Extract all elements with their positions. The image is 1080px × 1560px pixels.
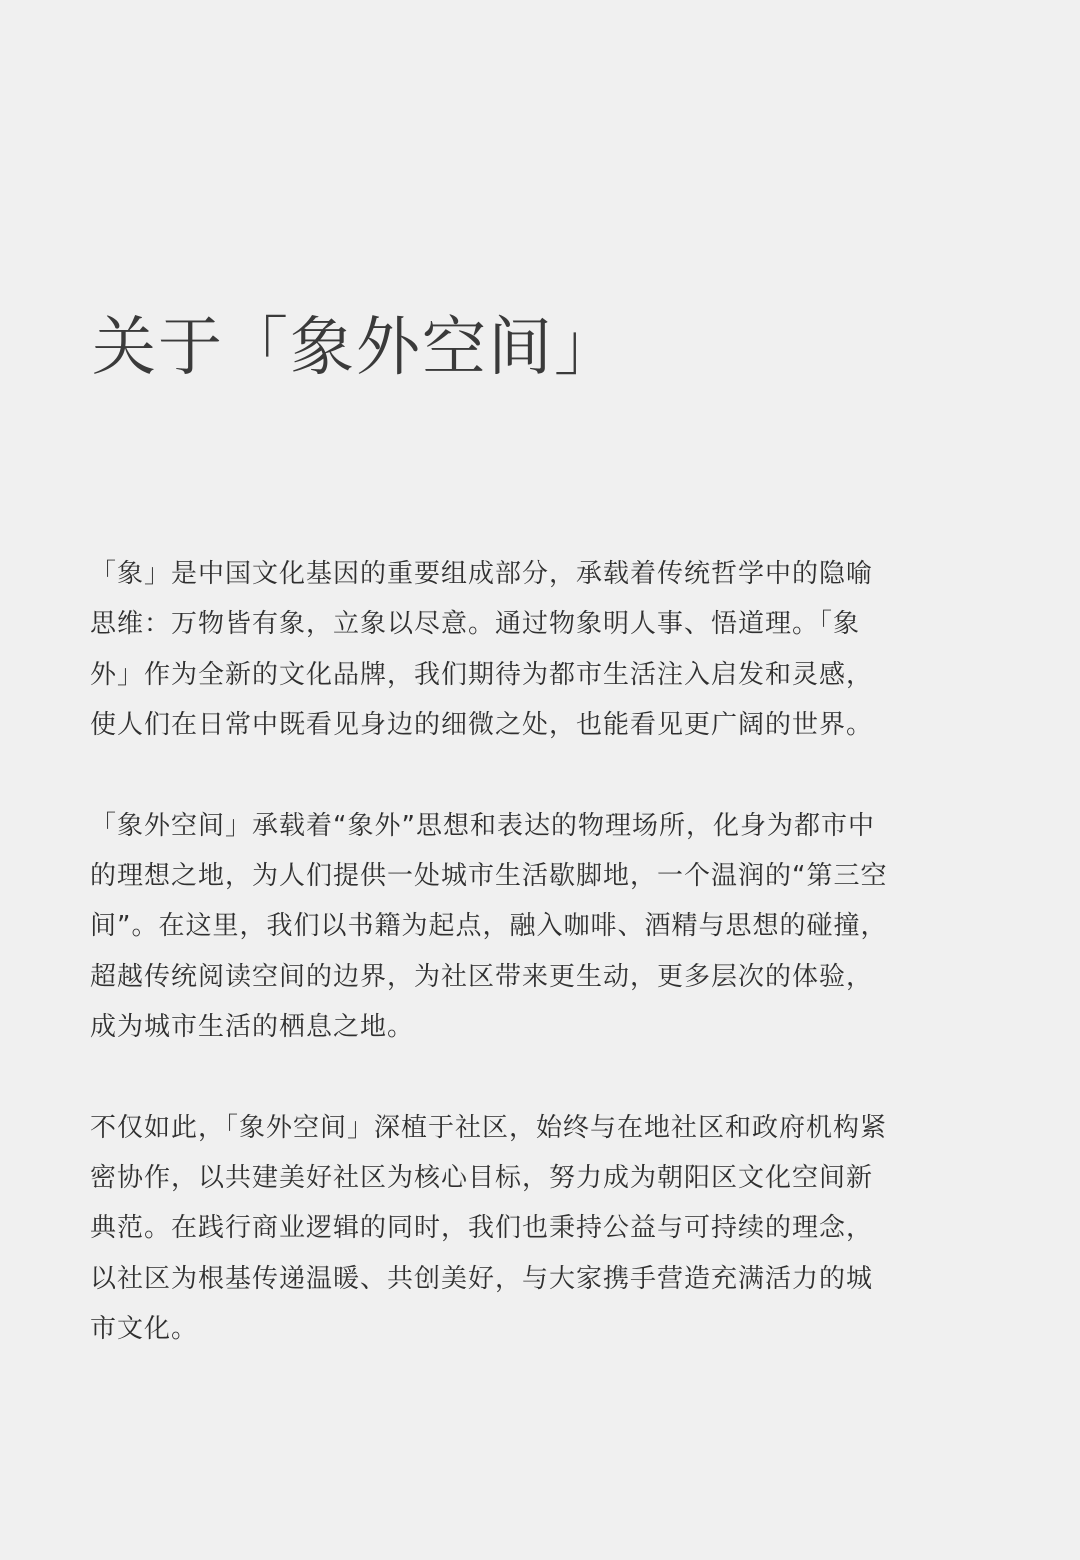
article-body xyxy=(90,549,890,1355)
page-title: 关于「象外空间」 xyxy=(92,311,620,385)
paragraph-intro: 「象」是中国文化基因的重要组成部分，承载着传统哲学中的隐喻思维：万物皆有象，立象以尽意。通过物象明人事、悟道理。「象外」作为全新的文化品牌，我们期待为都市生活注入启发和灵感，使人们在日常中既看见身边的细微之处，也能看见更广阔的世界。 xyxy=(90,559,874,741)
paragraph-community: 不仅如此，「象外空间」深植于社区，始终与在地社区和政府机构紧密协作，以共建美好社区为核心目标，努力成为朝阳区文化空间新典范。在践行商业逻辑的同时，我们也秉持公益与可持续的理念，以社区为根基传递温暖、共创美好，与大家携手营造充满活力的城市文化。 xyxy=(90,1112,888,1345)
paragraph-space: 「象外空间」承载着“象外”思想和表达的物理场所，化身为都市中的理想之地，为人们提供一处城市生活歇脚地，一个温润的“第三空间”。在这里，我们以书籍为起点，融入咖啡、酒精与思想的碰撞，超越传统阅读空间的边界，为社区带来更生动，更多层次的体验，成为城市生活的栖息之地。 xyxy=(90,810,888,1043)
